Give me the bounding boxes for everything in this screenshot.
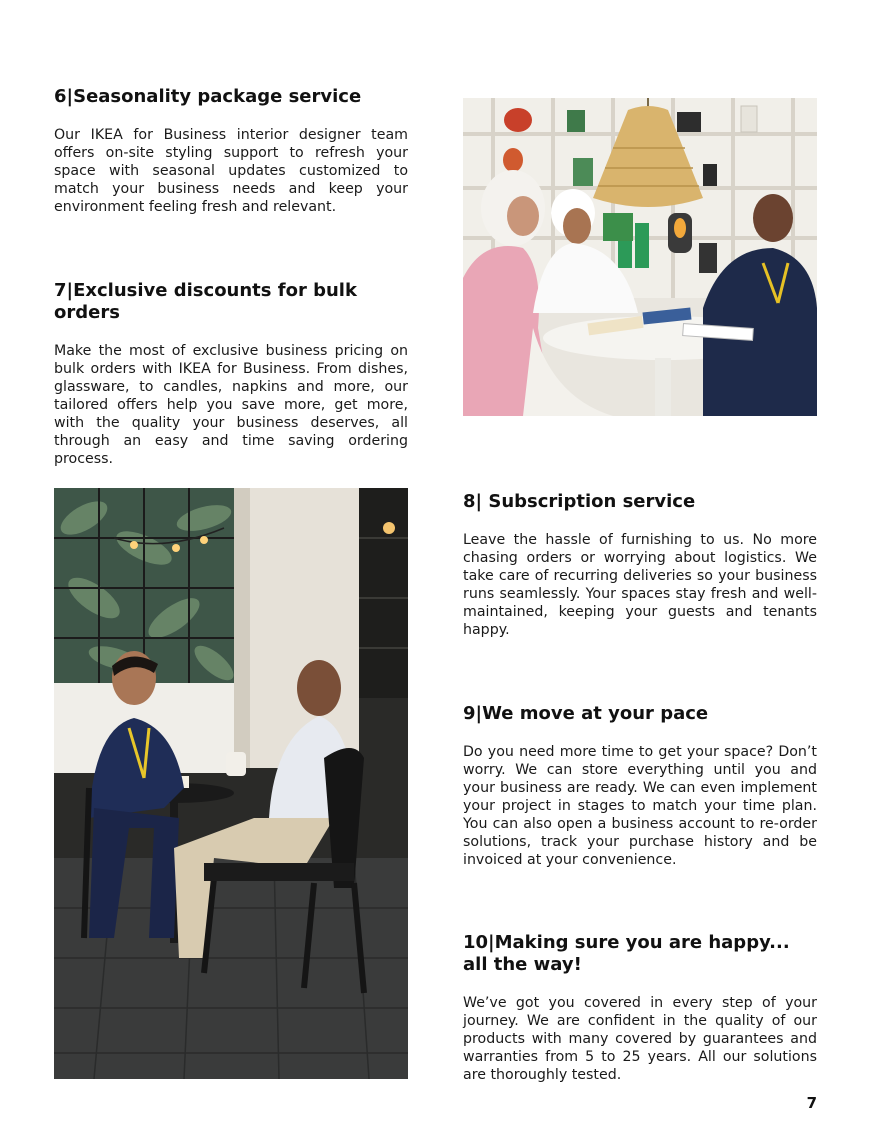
photo-meeting-at-table (463, 98, 817, 416)
section-title-line2: all the way! (463, 954, 582, 975)
section-exclusive-discounts (54, 280, 408, 468)
section-title: 9|We move at your pace (463, 703, 709, 724)
section-making-sure-happy (463, 932, 817, 1084)
section-body: We’ve got you covered in every step of your journey. We are confident in the quality of our products with many covered by guarantees and warranties from 5 to 25 years. All our solutions are thoroughly tested. (463, 995, 817, 1083)
section-seasonality-package (54, 86, 408, 216)
photo-cafe-conversation (54, 488, 408, 1079)
page-number: 7 (806, 1094, 817, 1112)
section-title: 7|Exclusive discounts for bulk orders (54, 280, 357, 323)
section-title (463, 932, 817, 976)
section-body: Make the most of exclusive business pricing on bulk orders with IKEA for Business. From dishes, glassware, to candles, napkins and more, our tailored offers help you save more, get more, with the quality your business deserves, all through an easy and time saving ordering process. (54, 343, 408, 467)
section-move-at-your-pace (463, 703, 817, 869)
section-title: 6|Seasonality package service (54, 86, 362, 107)
section-body: Leave the hassle of furnishing to us. No more chasing orders or worrying about logistics. We take care of recurring deliveries so your business runs seamlessly. Your spaces stay fresh and well-maintained, keeping your guests and tenants happy. (463, 532, 817, 638)
section-body: Our IKEA for Business interior designer team offers on-site styling support to refresh your space with seasonal updates customized to match your business needs and keep your environment feeling fresh and relevant. (54, 127, 408, 215)
section-title: 8| Subscription service (463, 491, 696, 512)
section-title-line1: 10|Making sure you are happy... (463, 932, 790, 953)
section-body: Do you need more time to get your space? Don’t worry. We can store everything until you and your business are ready. We can even implement your project in stages to match your time plan. You can also open a business account to re-order solutions, track your purchase history and be invoiced at your convenience. (463, 744, 817, 868)
section-subscription-service (463, 491, 817, 639)
